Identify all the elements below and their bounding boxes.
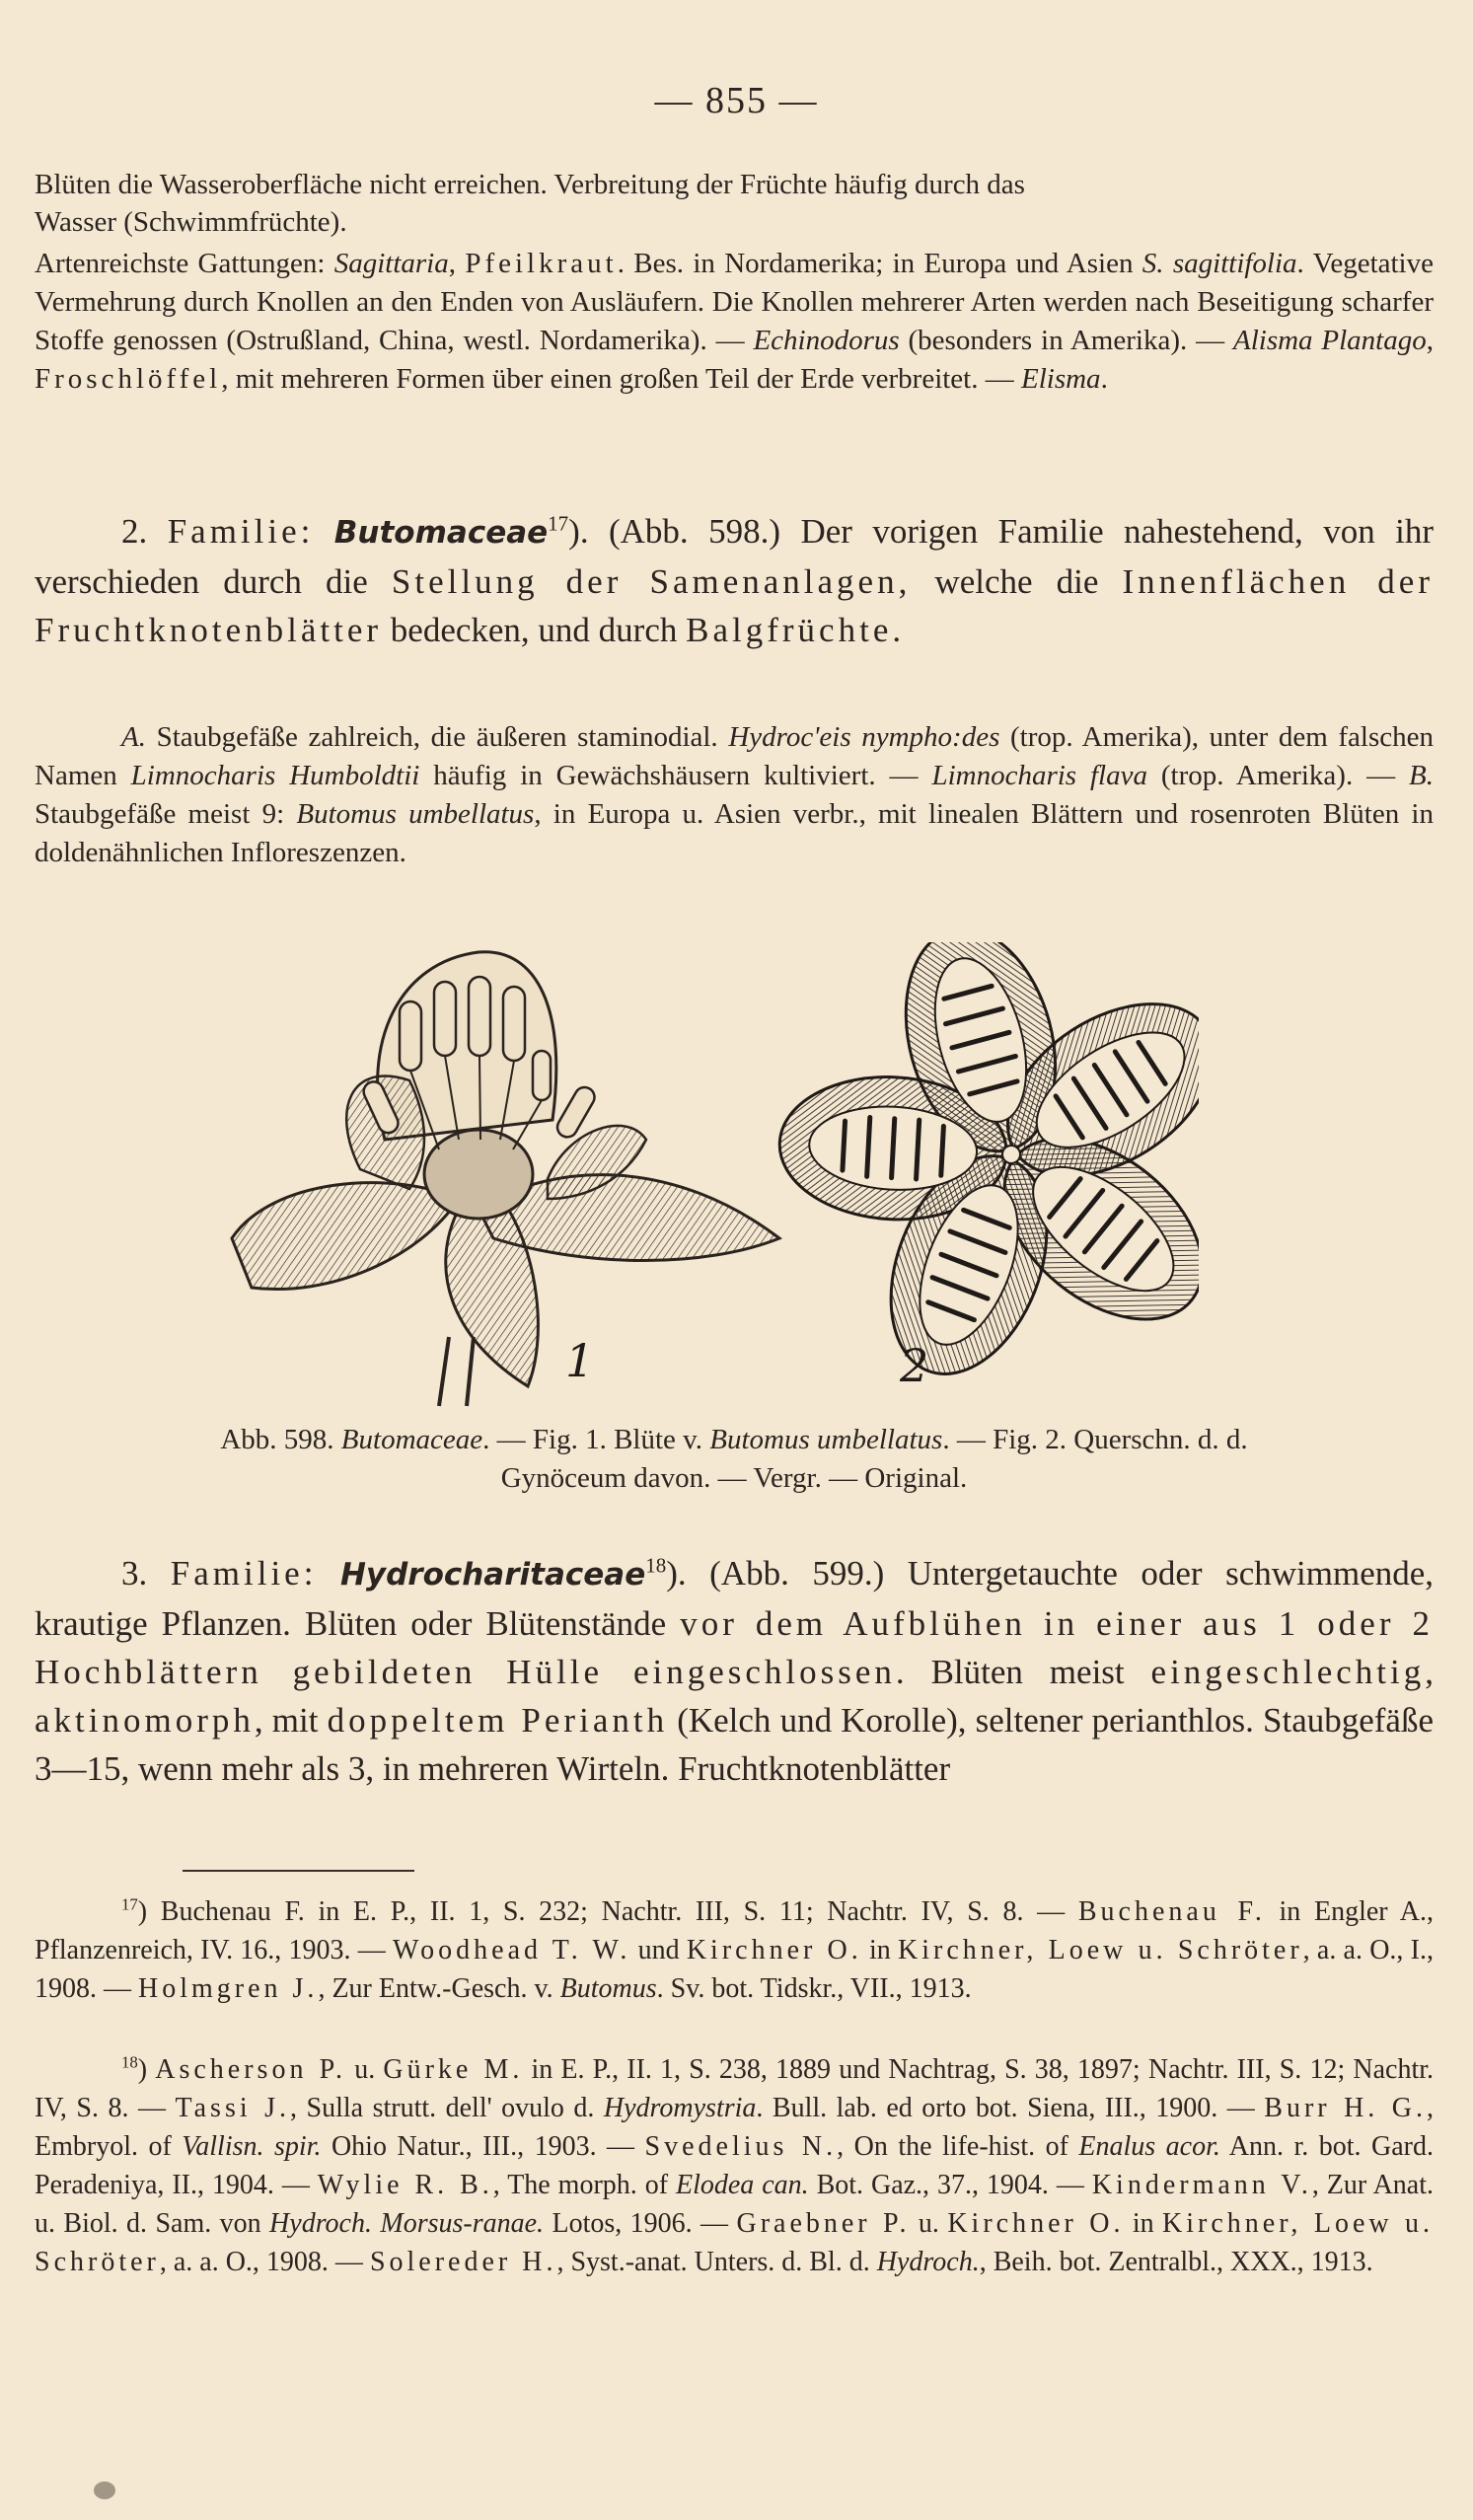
footnote-divider <box>183 1870 414 1872</box>
species-name: S. sagittifolia <box>1142 248 1297 279</box>
paragraph-continuation <box>35 166 1434 241</box>
gynoeceum-cross-section <box>776 942 1199 1396</box>
family-name: Hydrocharitaceae <box>339 1557 646 1593</box>
paragraph-subgroups: A. Staubgefäße zahlreich, die äußeren staminodial. Hydroc'eis nympho:des (trop. Amerika), unter dem falschen Namen Limnocharis Humboldtii häufig in Gewächshäusern kultiviert. — Limnocharis flava (trop. Amerika). — B. Staubgefäße meist 9: Butomus umbellatus, in Europa u. Asien verbr., mit linealen Blättern und rosenroten Blüten in doldenähnlichen Infloreszenzen. <box>35 721 1434 868</box>
species-name: Butomus umbellatus <box>296 798 535 830</box>
species-name: Alisma Plantago <box>1232 325 1427 356</box>
genus-name: Elisma <box>1021 363 1101 395</box>
species-name: Hydroc'eis nympho:des <box>728 721 1000 753</box>
common-name: Pfeilkraut <box>465 248 618 279</box>
flower-drawing <box>232 952 779 1406</box>
text-line: Blüten die Wasseroberfläche nicht erreichen. Verbreitung der Früchte häufig durch das <box>35 169 1025 200</box>
footnote-18: $^{18}$) Ascherson P. u. Gürke M. in E. P., II. 1, S. 238, 1889 und Nachtrag, S. 38, 1897; Nachtr. III, S. 12; Nachtr. IV, S. 8. — Tassi J., Sulla strutt. dell' ovulo d. Hydromystria. Bull. lab. ed orto bot. Siena, III., 1900. — Burr H. G., Embryol. of Vallisn. spir. Ohio Natur., III., 1903. — Svedelius N., On the life-hist. of Enalus acor. Ann. r. bot. Gard. Peradeniya, II., 1904. — Wylie R. B., The morph. of Elodea can. Bot. Gaz., 37., 1904. — Kindermann V., Zur Anat. u. Biol. d. Sam. von Hydroch. Morsus-ranae. Lotos, 1906. — Graebner P. u. Kirchner O. in Kirchner, Loew u. Schröter, a. a. O., 1908. — Solereder H., Syst.-anat. Unters. d. Bl. d. Hydroch., Beih. bot. Zentralbl., XXX., 1913. <box>35 2052 1435 2277</box>
genus-name: Echinodorus <box>753 325 900 356</box>
genus-name: Sagittaria <box>333 248 449 279</box>
figure-label-2: 2 <box>900 1339 929 1392</box>
paragraph-butomaceae: 2. Familie: Butomaceae$^{17}$). (Abb. 598.) Der vorigen Familie nahestehend, von ihr verschieden durch die Stellung der Samenanlagen, welche die Innenflächen der Fruchtknotenblätter bedecken, und durch Balgfrüchte. <box>35 511 1435 649</box>
text-line: Wasser (Schwimmfrüchte). <box>35 206 347 238</box>
figure-illustration <box>212 942 1199 1411</box>
species-name: Limnocharis Humboldtii <box>130 760 420 791</box>
paragraph-genera: Artenreichste Gattungen: Sagittaria, Pfeilkraut. Bes. in Nordamerika; in Europa und Asien S. sagittifolia. Vegetative Vermehrung durch Knollen an den Enden von Ausläufern. Die Knollen mehrerer Arten werden nach Beseitigung scharfer Stoffe genossen (Ostrußland, China, westl. Nordamerika). — Echinodorus (besonders in Amerika). — Alisma Plantago, Froschlöffel, mit mehreren Formen über einen großen Teil der Erde verbreitet. — Elisma. <box>35 248 1434 395</box>
page-number: — 855 — <box>654 80 819 121</box>
species-name: Limnocharis flava <box>931 760 1147 791</box>
common-name: Froschlöffel <box>35 363 222 395</box>
footnote-ref: 17 <box>548 511 569 536</box>
footnote-ref: 18 <box>645 1553 667 1578</box>
figure-label-1: 1 <box>565 1334 595 1387</box>
print-speck <box>94 2482 115 2499</box>
figure-598 <box>212 942 1199 1411</box>
footnote-17: $^{17}$) Buchenau F. in E. P., II. 1, S. 232; Nachtr. III, S. 11; Nachtr. IV, S. 8. — Buchenau F. in Engler A., Pflanzenreich, IV. 16., 1903. — Woodhead T. W. und Kirchner O. in Kirchner, Loew u. Schröter, a. a. O., I., 1908. — Holmgren J., Zur Entw.-Gesch. v. Butomus. Sv. bot. Tidskr., VII., 1913. <box>35 1894 1434 2004</box>
figure-caption: Abb. 598. Butomaceae. — Fig. 1. Blüte v. Butomus umbellatus. — Fig. 2. Querschn. d. d. Gynöceum davon. — Vergr. — Original. <box>220 1424 1248 1494</box>
family-name: Butomaceae <box>333 515 549 551</box>
paragraph-hydrocharitaceae: 3. Familie: Hydrocharitaceae$^{18}$). (Abb. 599.) Untergetauchte oder schwimmende, krautige Pflanzen. Blüten oder Blütenstände vor dem Aufblühen in einer aus 1 oder 2 Hochblättern gebildeten Hülle eingeschlossen. Blüten meist eingeschlechtig, aktinomorph, mit doppeltem Perianth (Kelch und Korolle), seltener perianthlos. Staubgefäße 3—15, wenn mehr als 3, in mehreren Wirteln. Fruchtknotenblätter <box>35 1553 1435 1788</box>
